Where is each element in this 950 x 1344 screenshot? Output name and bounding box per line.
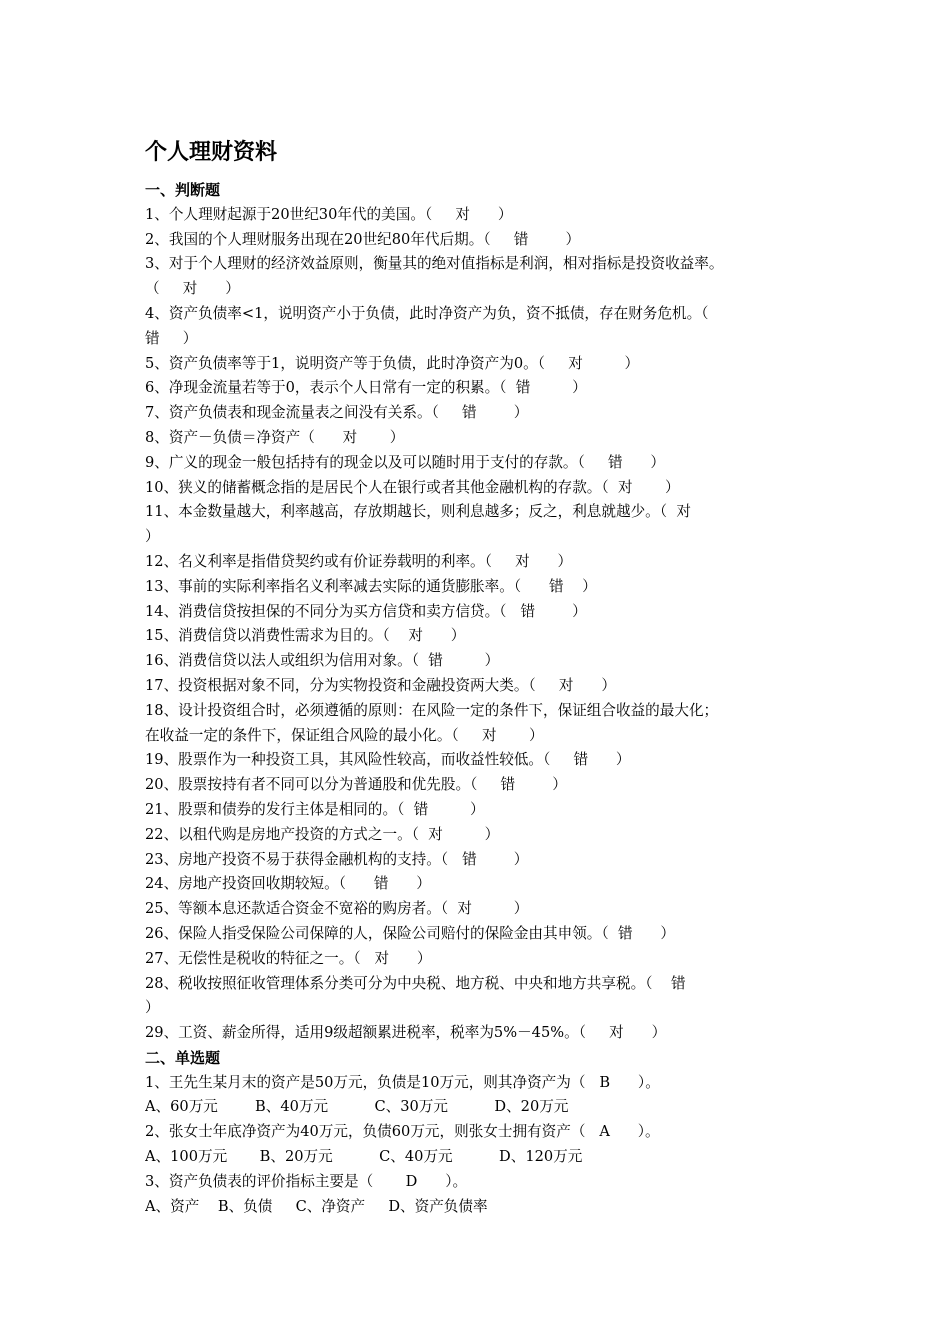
text-line: 3、对于个人理财的经济效益原则，衡量其的绝对值指标是利润，相对指标是投资收益率。	[145, 255, 724, 273]
section-heading: 二、单选题	[145, 1048, 221, 1067]
text-line: 21、股票和债券的发行主体是相同的。（ 错 ）	[145, 800, 485, 818]
section-single-choice	[145, 1046, 810, 1220]
text-line: 18、设计投资组合时，必须遵循的原则：在风险一定的条件下，保证组合收益的最大化；	[145, 701, 719, 719]
text-line: 27、无偿性是税收的特征之一。（ 对 ）	[145, 949, 432, 967]
text-line: 8、资产－负债＝净资产（ 对 ）	[145, 428, 405, 446]
document-title: 个人理财资料	[145, 140, 278, 165]
text-line: 15、消费信贷以消费性需求为目的。（ 对 ）	[145, 627, 466, 645]
text-line: A、100万元 B、20万元 C、40万元 D、120万元	[145, 1148, 583, 1166]
text-line: 20、股票按持有者不同可以分为普通股和优先股。（ 错 ）	[145, 776, 567, 794]
text-line: 25、等额本息还款适合资金不宽裕的购房者。（ 对 ）	[145, 900, 529, 918]
text-line: A、资产 B、负债 C、净资产 D、资产负债率	[145, 1197, 488, 1215]
text-line: 7、资产负债表和现金流量表之间没有关系。（ 错 ）	[145, 404, 529, 422]
text-line: 16、消费信贷以法人或组织为信用对象。（ 错 ）	[145, 652, 500, 670]
document-body	[145, 138, 810, 1219]
text-line: 22、以租代购是房地产投资的方式之一。（ 对 ）	[145, 825, 500, 843]
text-line: 1、王先生某月末的资产是50万元，负债是10万元，则其净资产为（ B ）。	[145, 1073, 660, 1091]
text-line: 2、我国的个人理财服务出现在20世纪80年代后期。（ 错 ）	[145, 230, 581, 248]
text-line: 4、资产负债率<1，说明资产小于负债，此时净资产为负，资不抵债，存在财务危机。（	[145, 304, 709, 322]
text-line: 在收益一定的条件下，保证组合风险的最小化。（ 对 ）	[145, 726, 544, 744]
text-line: 11、本金数量越大，利率越高，存放期越长，则利息越多；反之，利息就越少。（ 对	[145, 503, 691, 521]
text-line: 28、税收按照征收管理体系分类可分为中央税、地方税、中央和地方共享税。（ 错	[145, 974, 686, 992]
text-line: 12、名义利率是指借贷契约或有价证券载明的利率。（ 对 ）	[145, 552, 573, 570]
text-line: 26、保险人指受保险公司保障的人，保险公司赔付的保险金由其申领。（ 错 ）	[145, 924, 675, 942]
text-line: ）	[145, 528, 160, 546]
section-true-false	[145, 178, 810, 1046]
text-line: 14、消费信贷按担保的不同分为买方信贷和卖方信贷。（ 错 ）	[145, 602, 587, 620]
text-line: （ 对 ）	[145, 280, 240, 298]
text-line: A、60万元 B、40万元 C、30万元 D、20万元	[145, 1098, 569, 1116]
text-line: 13、事前的实际利率指名义利率减去实际的通货膨胀率。（ 错 ）	[145, 577, 597, 595]
text-line: 10、狭义的储蓄概念指的是居民个人在银行或者其他金融机构的存款。（ 对 ）	[145, 478, 680, 496]
text-line: 5、资产负债率等于1，说明资产等于负债，此时净资产为0。（ 对 ）	[145, 354, 640, 372]
question-list	[145, 1071, 810, 1220]
text-line: 6、净现金流量若等于0，表示个人日常有一定的积累。（ 错 ）	[145, 379, 587, 397]
text-line: 23、房地产投资不易于获得金融机构的支持。（ 错 ）	[145, 850, 529, 868]
text-line: 1、个人理财起源于20世纪30年代的美国。（ 对 ）	[145, 205, 513, 223]
text-line: ）	[145, 999, 160, 1017]
text-line: 19、股票作为一种投资工具，其风险性较高，而收益性较低。（ 错 ）	[145, 751, 631, 769]
text-line: 9、广义的现金一般包括持有的现金以及可以随时用于支付的存款。（ 错 ）	[145, 453, 666, 471]
text-line: 2、张女士年底净资产为40万元，负债60万元，则张女士拥有资产（ A ）。	[145, 1123, 660, 1141]
text-line: 24、房地产投资回收期较短。（ 错 ）	[145, 875, 431, 893]
section-heading: 一、判断题	[145, 181, 221, 199]
text-line: 3、资产负债表的评价指标主要是（ D ）。	[145, 1172, 468, 1190]
question-list	[145, 203, 810, 1046]
text-line: 29、工资、薪金所得，适用9级超额累进税率，税率为5%－45%。（ 对 ）	[145, 1024, 667, 1042]
text-line: 错 ）	[145, 329, 198, 347]
text-line: 17、投资根据对象不同，分为实物投资和金融投资两大类。（ 对 ）	[145, 676, 616, 694]
